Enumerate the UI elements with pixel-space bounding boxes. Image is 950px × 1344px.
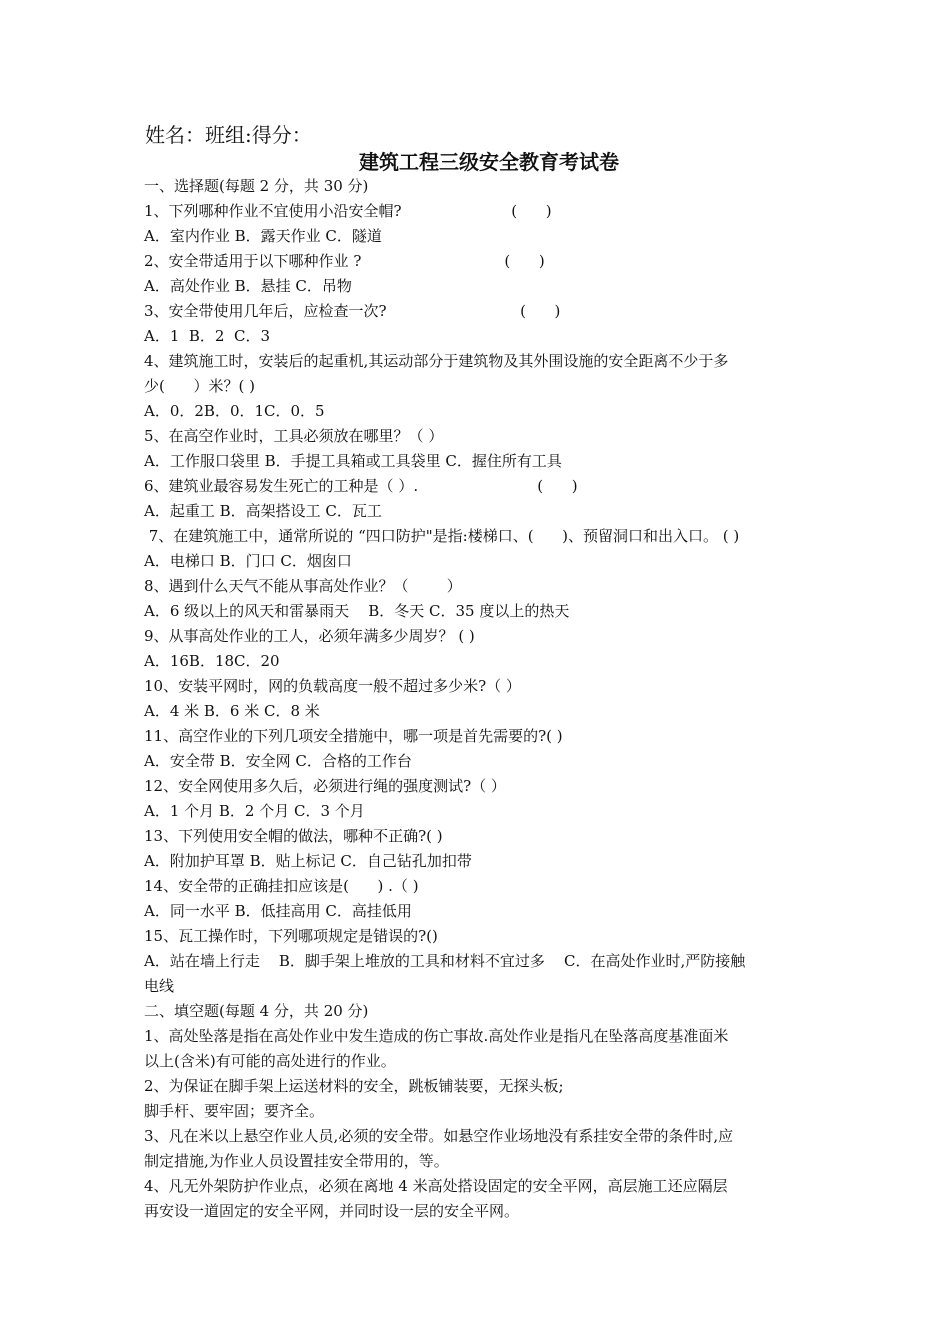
question-13: 13、下列使用安全帽的做法，哪种不正确?( ) <box>144 827 443 845</box>
options-1: A．室内作业 B．露天作业 C．隧道 <box>144 227 382 245</box>
section-heading-choice: 一、选择题(每题 2 分，共 30 分) <box>144 177 369 195</box>
fill-question-2-continued: 脚手杆、要牢固；要齐全。 <box>144 1102 325 1120</box>
fill-question-1: 1、高处坠落是指在高处作业中发生造成的伤亡事故.高处作业是指凡在坠落高度基准面米 <box>144 1027 729 1045</box>
question-4: 4、建筑施工时，安装后的起重机,其运动部分于建筑物及其外围设施的安全距离不少于多 <box>144 352 729 370</box>
question-7: 7、在建筑施工中，通常所说的 “四口防护"是指:楼梯口、( )、预留洞口和出入口。 ( ) <box>144 527 740 545</box>
exam-body <box>144 174 812 1224</box>
question-11: 11、高空作业的下列几项安全措施中，哪一项是首先需要的?( ) <box>144 727 563 745</box>
options-5: A．工作服口袋里 B．手提工具箱或工具袋里 C．握住所有工具 <box>144 452 562 470</box>
options-15: A．站在墙上行走 B．脚手架上堆放的工具和材料不宜过多 C．在高处作业时,严防接触 <box>144 952 746 970</box>
fill-question-3-continued: 制定措施,为作业人员设置挂安全带用的，等。 <box>144 1152 449 1170</box>
options-9: A．16B．18C．20 <box>144 652 280 670</box>
question-2: 2、安全带适用于以下哪种作业 ? ( ) <box>144 252 545 270</box>
question-10: 10、安装平网时，网的负载高度一般不超过多少米?（ ） <box>144 677 521 695</box>
question-14: 14、安全带的正确挂扣应该是( ) .（ ) <box>144 877 419 895</box>
fill-question-2: 2、为保证在脚手架上运送材料的安全，跳板铺装要，无探头板; <box>144 1077 564 1095</box>
options-13: A．附加护耳罩 B．贴上标记 C．自己钻孔加扣带 <box>144 852 472 870</box>
fill-question-3: 3、凡在米以上悬空作业人员,必须的安全带。如悬空作业场地没有系挂安全带的条件时,应 <box>144 1127 734 1145</box>
exam-title: 建筑工程三级安全教育考试卷 <box>359 150 619 174</box>
options-4: A．0．2B．0．1C．0．5 <box>144 402 325 420</box>
options-7: A．电梯口 B．门口 C．烟囱口 <box>144 552 352 570</box>
fill-question-4-continued: 再安设一道固定的安全平网，并同时设一层的安全平网。 <box>144 1202 520 1220</box>
question-8: 8、遇到什么天气不能从事高处作业？（ ） <box>144 577 462 595</box>
fill-question-4: 4、凡无外架防护作业点，必须在离地 4 米高处搭设固定的安全平网，高层施工还应隔层 <box>144 1177 728 1195</box>
question-9: 9、从事高处作业的工人，必须年满多少周岁？ ( ) <box>144 627 475 645</box>
question-3: 3、安全带使用几年后，应检查一次? ( ) <box>144 302 561 320</box>
options-8: A．6 级以上的风天和雷暴雨天 B．冬天 C．35 度以上的热天 <box>144 602 570 620</box>
student-info-fields: 姓名：班组:得分： <box>145 123 312 147</box>
section-heading-fill-blank: 二、填空题(每题 4 分，共 20 分) <box>144 1002 369 1020</box>
question-6: 6、建筑业最容易发生死亡的工种是（ ）. ( ) <box>144 477 578 495</box>
question-1: 1、下列哪种作业不宜使用小沿安全帽? ( ) <box>144 202 552 220</box>
options-15-continued: 电线 <box>144 977 175 995</box>
question-15: 15、瓦工操作时，下列哪项规定是错误的?() <box>144 927 438 945</box>
options-12: A．1 个月 B．2 个月 C．3 个月 <box>144 802 365 820</box>
question-4-continued: 少( ）米？( ) <box>144 377 255 395</box>
options-2: A．高处作业 B．悬挂 C．吊物 <box>144 277 352 295</box>
options-14: A．同一水平 B．低挂高用 C．高挂低用 <box>144 902 412 920</box>
options-3: A．1 B．2 C．3 <box>144 327 271 345</box>
options-6: A．起重工 B．高架搭设工 C．瓦工 <box>144 502 382 520</box>
options-11: A．安全带 B．安全网 C．合格的工作台 <box>144 752 412 770</box>
question-12: 12、安全网使用多久后，必须进行绳的强度测试?（ ） <box>144 777 506 795</box>
fill-question-1-continued: 以上(含米)有可能的高处进行的作业。 <box>144 1052 396 1070</box>
options-10: A．4 米 B．6 米 C．8 米 <box>144 702 320 720</box>
question-5: 5、在高空作业时，工具必须放在哪里？（ ） <box>144 427 444 445</box>
